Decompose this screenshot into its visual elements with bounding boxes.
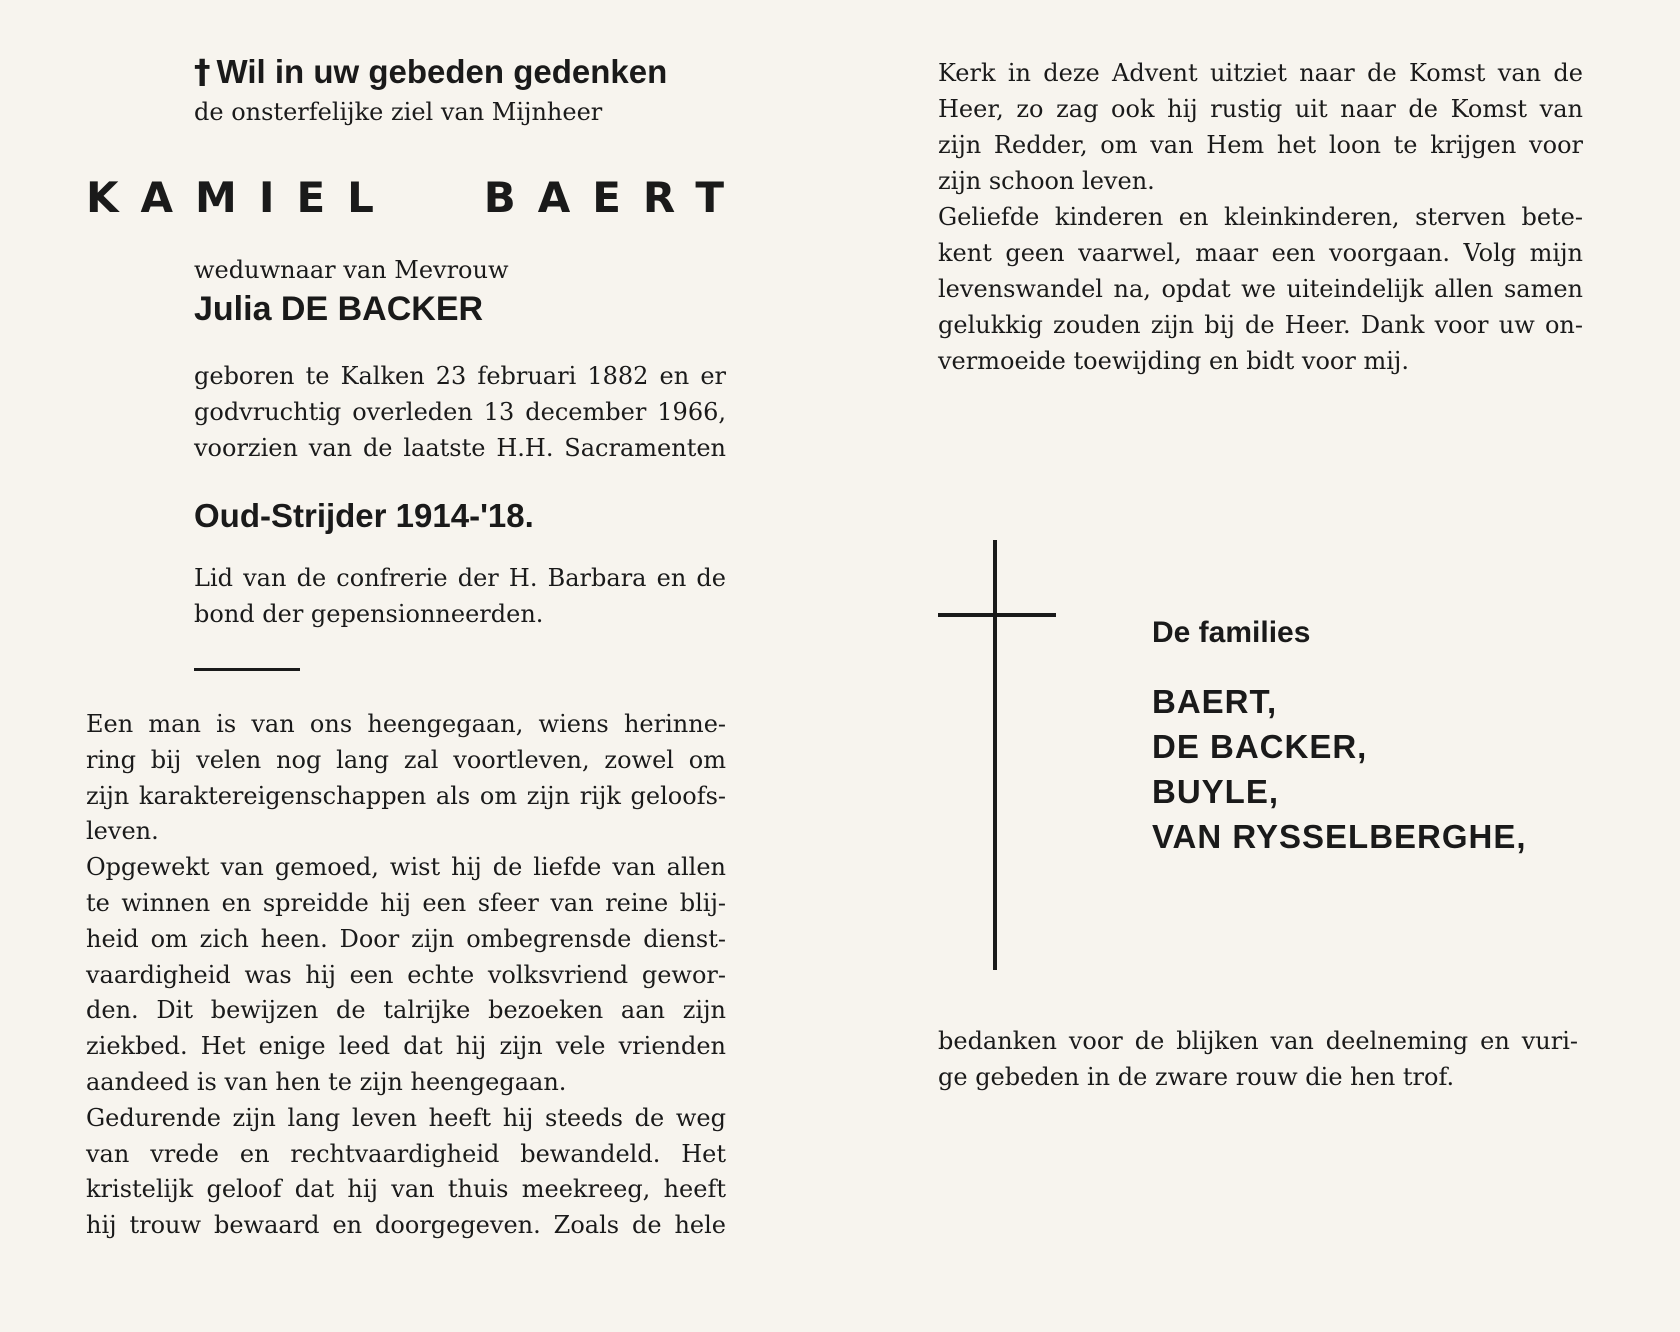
thanks-text — [938, 1023, 1578, 1095]
continued-line: zijn Redder, om van Hem het loon te krijgen voor — [938, 131, 1583, 159]
family-name: BAERT, — [1152, 683, 1278, 720]
prayer-header — [194, 50, 726, 94]
continued-line: Geliefde kinderen en kleinkinderen, sterven bete- — [938, 203, 1583, 231]
family-name: BUYLE, — [1152, 773, 1280, 810]
spouse-intro: weduwnaar van Mevrouw — [194, 256, 509, 284]
divider — [194, 668, 300, 671]
eulogy-line: den. Dit bewijzen de talrijke bezoeken aan zijn — [86, 996, 726, 1025]
eulogy-line: van vrede en rechtvaardigheid bewandeld. Het — [86, 1139, 726, 1168]
continued-text — [938, 55, 1583, 379]
continued-line: vermoeide toewijding en bidt voor mij. — [938, 347, 1409, 375]
left-panel — [86, 50, 746, 1244]
veteran-title: Oud-Strijder 1914-'18. — [194, 497, 534, 534]
eulogy-line: ring bij velen nog lang zal voortleven, zowel om — [86, 745, 726, 774]
eulogy-line: hij trouw bewaard en doorgegeven. Zoals de hele — [86, 1211, 726, 1240]
prayer-header-text: Wil in uw gebeden gedenken — [216, 53, 668, 90]
large-cross-icon — [938, 540, 1058, 970]
thanks-line: bedanken voor de blijken van deelneming en vuri- — [938, 1027, 1578, 1055]
subheader: de onsterfelijke ziel van Mijnheer — [194, 98, 603, 126]
eulogy-line: Gedurende zijn lang leven heeft hij steeds de weg — [86, 1103, 726, 1132]
eulogy-line: heid om zich heen. Door zijn ombegrensde dienst- — [86, 924, 726, 953]
deceased-name — [86, 170, 746, 226]
families-title: De families — [1152, 616, 1311, 649]
birth-line: godvruchtig overleden 13 december 1966, — [194, 398, 726, 426]
birth-block — [194, 358, 726, 466]
eulogy-line: Een man is van ons heengegaan, wiens herinne- — [86, 710, 726, 738]
small-cross-icon: † — [194, 52, 211, 91]
eulogy-line: zijn karaktereigenschappen als om zijn rijk geloofs- — [86, 781, 726, 810]
continued-line: kent geen vaarwel, maar een voorgaan. Volg mijn — [938, 239, 1583, 267]
eulogy-line: vaardigheid was hij een echte volksvriend gewor- — [86, 960, 726, 989]
eulogy-text — [86, 707, 726, 1244]
eulogy-line: kristelijk geloof dat hij van thuis meekreeg, heeft — [86, 1175, 726, 1204]
continued-line: gelukkig zouden zijn bij de Heer. Dank voor uw on- — [938, 311, 1583, 339]
families-block — [1152, 613, 1527, 859]
member-line: bond der gepensionneerden. — [194, 600, 544, 628]
continued-line: Heer, zo zag ook hij rustig uit naar de Komst van — [938, 95, 1583, 123]
continued-line: levenswandel na, opdat we uiteindelijk allen samen — [938, 275, 1583, 303]
thanks-line: ge gebeden in de zware rouw die hen trof. — [938, 1063, 1455, 1091]
family-name: DE BACKER, — [1152, 728, 1368, 765]
eulogy-line: Opgewekt van gemoed, wist hij de liefde van allen — [86, 853, 726, 882]
spouse-name: Julia DE BACKER — [194, 290, 484, 328]
eulogy-line: te winnen en spreidde hij een sfeer van reine blij- — [86, 888, 726, 917]
membership-block — [194, 560, 726, 632]
eulogy-line: ziekbed. Het enige leed dat hij zijn vele vrienden — [86, 1032, 726, 1061]
continued-line: zijn schoon leven. — [938, 167, 1155, 195]
member-line: Lid van de confrerie der H. Barbara en de — [194, 564, 726, 592]
first-name: KAMIEL — [86, 173, 396, 222]
family-name: VAN RYSSELBERGHE, — [1152, 818, 1527, 855]
eulogy-line: leven. — [86, 817, 159, 846]
birth-line: voorzien van de laatste H.H. Sacramenten — [194, 434, 726, 462]
eulogy-line: aandeed is van hen te zijn heengegaan. — [86, 1067, 567, 1096]
birth-line: geboren te Kalken 23 februari 1882 en er — [194, 362, 726, 390]
continued-line: Kerk in deze Advent uitziet naar de Komst van de — [938, 59, 1583, 87]
family-list — [1152, 679, 1527, 859]
right-panel — [938, 55, 1583, 379]
last-name: BAERT — [483, 173, 746, 222]
